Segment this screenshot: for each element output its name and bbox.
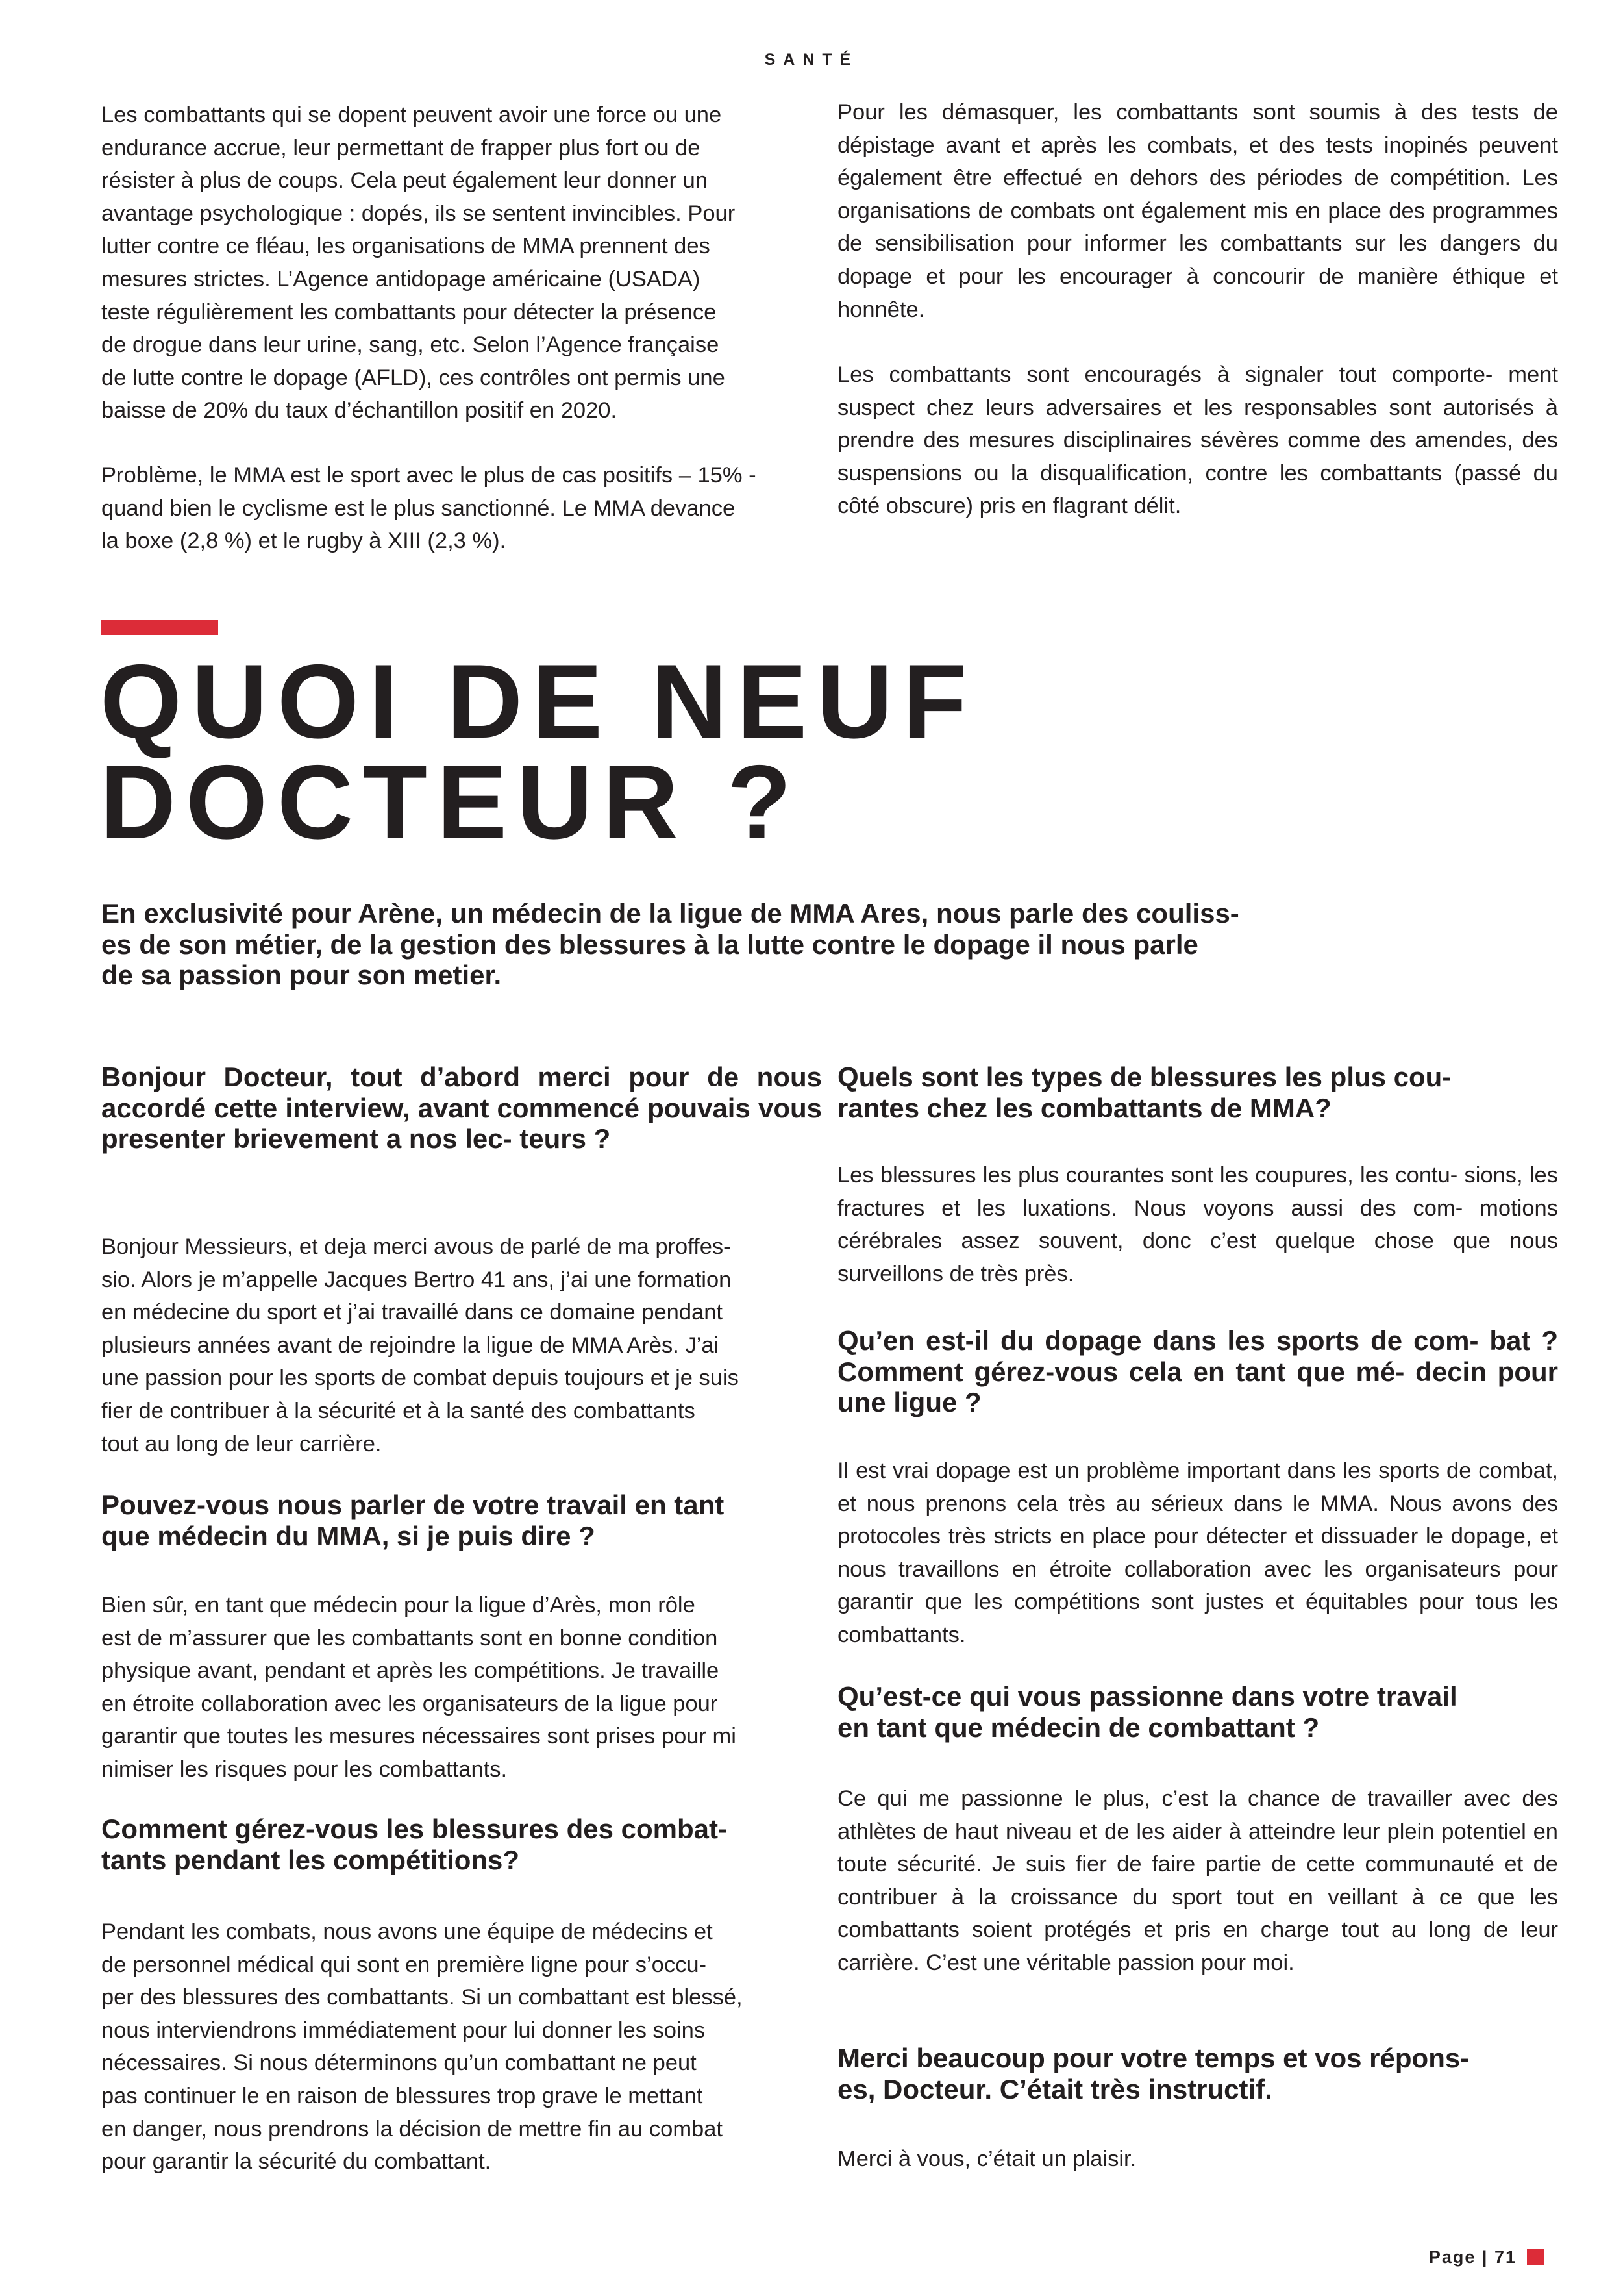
article-title: QUOI DE NEUF DOCTEUR ? [100,643,977,861]
left-paragraph-1: Les combattants qui se dopent peuvent avoir une force ou une endurance accrue, leur permettant de frapper plus fort ou de résister à plus de coups. Cela peut également leur donner un avantage psychologique : dopés, ils se sentent invincibles. Pour lutter contre ce fléau, les organisations de MMA prennent des mesures strictes. L’Agence antidopage américaine (USADA) teste régulièrement les combattants pour détecter la présence de drogue dans leur urine, sang, etc. Selon l’Agence française de lutte contre le dopage (AFLD), ces contrôles ont permis une baisse de 20% du taux d’échantillon positif en 2020. [101,103,736,423]
right-paragraph-2: Les combattants sont encouragés à signaler tout comporte- ment suspect chez leurs adversaires et les responsables sont autorisés à prendre des mesures disciplinaires sévères comme des amendes, des suspensions ou la disqualification, contre les combattants (passé du côté obscure) pris en flagrant délit. [837,362,1558,519]
left-paragraph-2: Problème, le MMA est le sport avec le plus de cas positifs – 15% - quand bien le cyclisme est le plus sanctionné. Le MMA devance la boxe (2,8 %) et le rugby à XIII (2,3 %). [101,463,756,554]
answer-role: Bien sûr, en tant que médecin pour la ligue d’Arès, mon rôle est de m’assurer que les combattants sont en bonne condition physique avant, pendant et après les compétitions. Je travaille en étroite collaboration avec les organisateurs de la ligue pour garantir que toutes les mesures nécessaires sont prises pour mi nimiser les risques pour les combattants. [101,1593,736,1782]
red-square-marker [1527,2249,1544,2265]
answer-introduction: Bonjour Messieurs, et deja merci avous de parlé de ma proffes- sio. Alors je m’appelle Jacques Bertro 41 ans, j’ai une formation en médecine du sport et j’ai travaillé dans ce domaine pendant plusieurs années avant de rejoindre la ligue de MMA Arès. J’ai une passion pour les sports de combat depuis toujours et je suis fier de contribuer à la sécurité et à la santé des combattants tout au long de leur carrière. [101,1234,739,1456]
article-intro: En exclusivité pour Arène, un médecin de la ligue de MMA Ares, nous parle des couliss- es de son métier, de la gestion des blessures à la lutte contre le dopage il nous parle de sa passion pour son metier. [101,898,1239,990]
answer-injuries-management: Pendant les combats, nous avons une équipe de médecins et de personnel médical qui sont en première ligne pour s’occu- per des blessures des combattants. Si un combattant est blessé, nous interviendrons immédiatement pour lui donner les soins nécessaires. Si nous déterminons qu’un combattant ne peut pas continuer le en raison de blessures trop grave le mettant en danger, nous prendrons la décision de mettre fin au combat pour garantir la sécurité du combattant. [101,1919,743,2175]
question-injuries-management: Comment gérez-vous les blessures des combat- tants pendant les compétitions? [101,1814,727,1875]
answer-injury-types: Les blessures les plus courantes sont les coupures, les contu- sions, les fractures et les luxations. Nous voyons aussi des com- motions cérébrales assez souvent, donc c’est quelque chose que nous surveillons de très près. [837,1163,1558,1286]
question-thanks: Merci beaucoup pour votre temps et vos répons- es, Docteur. C’était très instructif. [837,2043,1470,2104]
answer-passion: Ce qui me passionne le plus, c’est la chance de travailler avec des athlètes de haut niveau et de les aider à atteindre leur plein potentiel en toute sécurité. Je suis fier de faire partie de cette communauté et de contribuer à la croissance du sport tout en veillant à ce que les combattants soient protégés et pris en charge tout au long de leur carrière. C’est une véritable passion pour moi. [837,1786,1558,1975]
answer-thanks: Merci à vous, c’était un plaisir. [837,2147,1137,2171]
page-number: Page | 71 [1428,2247,1517,2267]
question-injury-types: Quels sont les types de blessures les plus cou- rantes chez les combattants de MMA? [837,1062,1452,1123]
question-introduction: Bonjour Docteur, tout d’abord merci pour de nous accordé cette interview, avant commencé pouvais vous presenter brievement a nos lec- teurs ? [101,1062,822,1154]
question-passion: Qu’est-ce qui vous passionne dans votre travail en tant que médecin de combattant ? [837,1681,1457,1743]
red-accent-bar [101,620,218,635]
section-label: SANTÉ [764,51,859,69]
question-role: Pouvez-vous nous parler de votre travail en tant que médecin du MMA, si je puis dire ? [101,1490,725,1551]
answer-doping: Il est vrai dopage est un problème important dans les sports de combat, et nous prenons cela très au sérieux dans le MMA. Nous avons des protocoles très stricts en place pour détecter et dissuader le dopage, et nous travaillons en étroite collaboration avec les organisateurs pour garantir que les compétitions sont justes et équitables pour tous les combattants. [837,1458,1558,1647]
right-paragraph-1: Pour les démasquer, les combattants sont soumis à des tests de dépistage avant et après les combats, et des tests inopinés peuvent également être effectué en dehors des périodes de compétition. Les organisations de combats ont également mis en place des programmes de sensibilisation pour informer les combattants sur les dangers du dopage et pour les encourager à concourir de manière éthique et honnête. [837,100,1558,322]
question-doping: Qu’en est-il du dopage dans les sports de com- bat ? Comment gérez-vous cela en tant que mé- decin pour une ligue ? [837,1325,1558,1417]
page-footer [1429,2247,1544,2267]
